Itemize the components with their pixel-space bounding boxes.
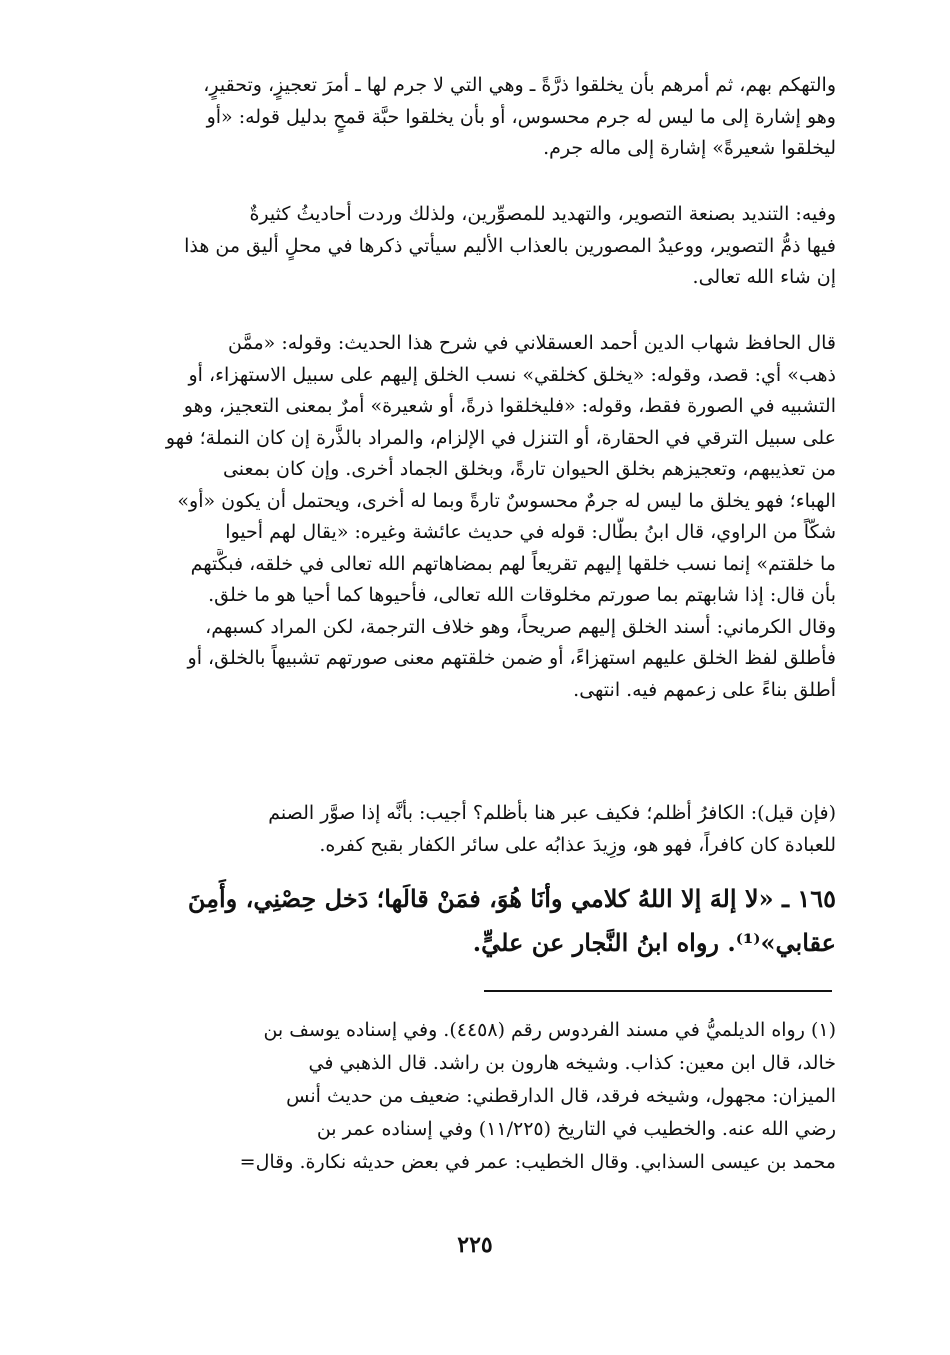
- text-line: قال الحافظ شهاب الدين أحمد العسقلاني في شرح هذا الحديث: وقوله: «ممَّن: [228, 332, 836, 354]
- text-line: ليخلقوا شعيرةً» إشارة إلى ماله جرم.: [543, 137, 836, 159]
- text-line: وهو إشارة إلى ما ليس له جرم محسوس، أو بأن يخلقوا حبَّة قمحٍ بدليل قوله: «أو: [206, 105, 836, 128]
- footnote-divider: [484, 990, 832, 992]
- footnote-line: خالد، قال ابن معين: كذاب. وشيخه هارون بن راشد. قال الذهبي في: [308, 1052, 836, 1074]
- paragraph-2: [120, 199, 836, 294]
- text-line: فأطلق لفظ الخلق عليهم استهزاءً، أو ضمن خلقتهم معنى صورتهم تشبيهاً بالخلق، أو: [187, 647, 836, 669]
- footnote-line: محمد بن عيسى السذابي. وقال الخطيب: عمر في بعض حديثه نكارة. وقال=: [239, 1151, 836, 1173]
- text-line: إن شاء الله تعالى.: [692, 266, 836, 288]
- hadith-heading: [120, 877, 836, 965]
- text-line: من تعذيبهم، وتعجيزهم بخلق الحيوان تارةً، وبخلق الجماد أخرى. وإن كان بمعنى: [222, 458, 836, 480]
- text-line: (فإن قيل): الكافرُ أظلم؛ فكيف عبر هنا بأظلم؟ أجيب: بأنَّه إذا صوَّر الصنم: [268, 802, 836, 824]
- paragraph-4: [120, 798, 836, 861]
- page-number: ٢٢٥: [457, 1232, 493, 1258]
- footnote-line: (١) رواه الديلميُّ في مسند الفردوس رقم (٤٤٥٨). وفي إسناده يوسف بن: [263, 1019, 836, 1041]
- text-line: أطلق بناءً على زعمهم فيه. انتهى.: [573, 678, 836, 701]
- text-line: والتهكم بهم، ثم أمرهم بأن يخلقوا ذرَّةً ـ وهي التي لا جرم لها ـ أمرَ تعجيزٍ، وتحقيرٍ،: [203, 74, 836, 96]
- text-line: ذهب» أي: قصد، وقوله: «يخلق كخلقي» نسب الخلق إليهم على سبيل الاستهزاء، أو: [188, 363, 836, 386]
- text-line: على سبيل الترقي في الحقارة، أو التنزل في الإلزام، والمراد بالذَّرة إن كان النملة؛ فهو: [165, 426, 836, 449]
- text-line: وقال الكرماني: أسند الخلق إليهم صريحاً، وهو خلاف الترجمة، لكن المراد كسبهم،: [205, 615, 836, 638]
- text-line: وفيه: التنديد بصنعة التصوير، والتهديد للمصوِّرين، ولذلك وردت أحاديثُ كثيرةٌ: [249, 203, 836, 225]
- paragraph-1: [120, 70, 836, 165]
- hadith-line: ١٦٥ ـ «لا إلهَ إلا اللهُ كلامي وأنَا هُوَ، فمَنْ قالَها؛ دَخل حِصْنِي، وأَمِنَ: [187, 884, 836, 913]
- text-line: شكّاً من الراوي، قال ابنُ بطَّال: قوله في حديث عائشة وغيره: «يقال لهم أحيوا: [225, 521, 836, 543]
- text-line: بأن قال: إذا شابهتم بما صورتم مخلوقات الله تعالى، فأحيوها كما أحيا هو ما خلق.: [208, 584, 836, 606]
- text-line: الهباء؛ فهو يخلق ما ليس له جرمٌ محسوسٌ تارةً وبما له أخرى، ويحتمل أن يكون «أو»: [177, 489, 836, 512]
- footnote: [120, 1014, 836, 1179]
- text-line: للعبادة كان كافراً، فهو هو، وزِيدَ عذابُه على سائر الكفار بقبح كفره.: [319, 833, 836, 856]
- hadith-line: عقابي»⁽¹⁾. رواه ابنُ النَّجار عن عليٍّ.: [472, 928, 836, 957]
- text-line: التشبيه في الصورة فقط، وقوله: «فليخلقوا ذرةً، أو شعيرة» أمرٌ بمعنى التعجيز، وهو: [183, 395, 836, 417]
- text-line: فيها ذمُّ التصوير، ووعيدُ المصورين بالعذاب الأليم سيأتي ذكرها في محلٍ أليق من هذا: [184, 234, 836, 257]
- footnote-line: رضي الله عنه. والخطيب في التاريخ (١١/٢٢٥) وفي إسناده عمر بن: [316, 1118, 836, 1140]
- footnote-line: الميزان: مجهول، وشيخه فرقد، قال الدارقطني: ضعيف من حديث أنس: [286, 1085, 836, 1107]
- paragraph-3: [120, 328, 836, 706]
- text-line: ما خلقتم» إنما نسب خلقها إليهم تقريعاً لهم بمضاهاتهم الله تعالى في خلقه، فبكَّتهم: [190, 552, 836, 575]
